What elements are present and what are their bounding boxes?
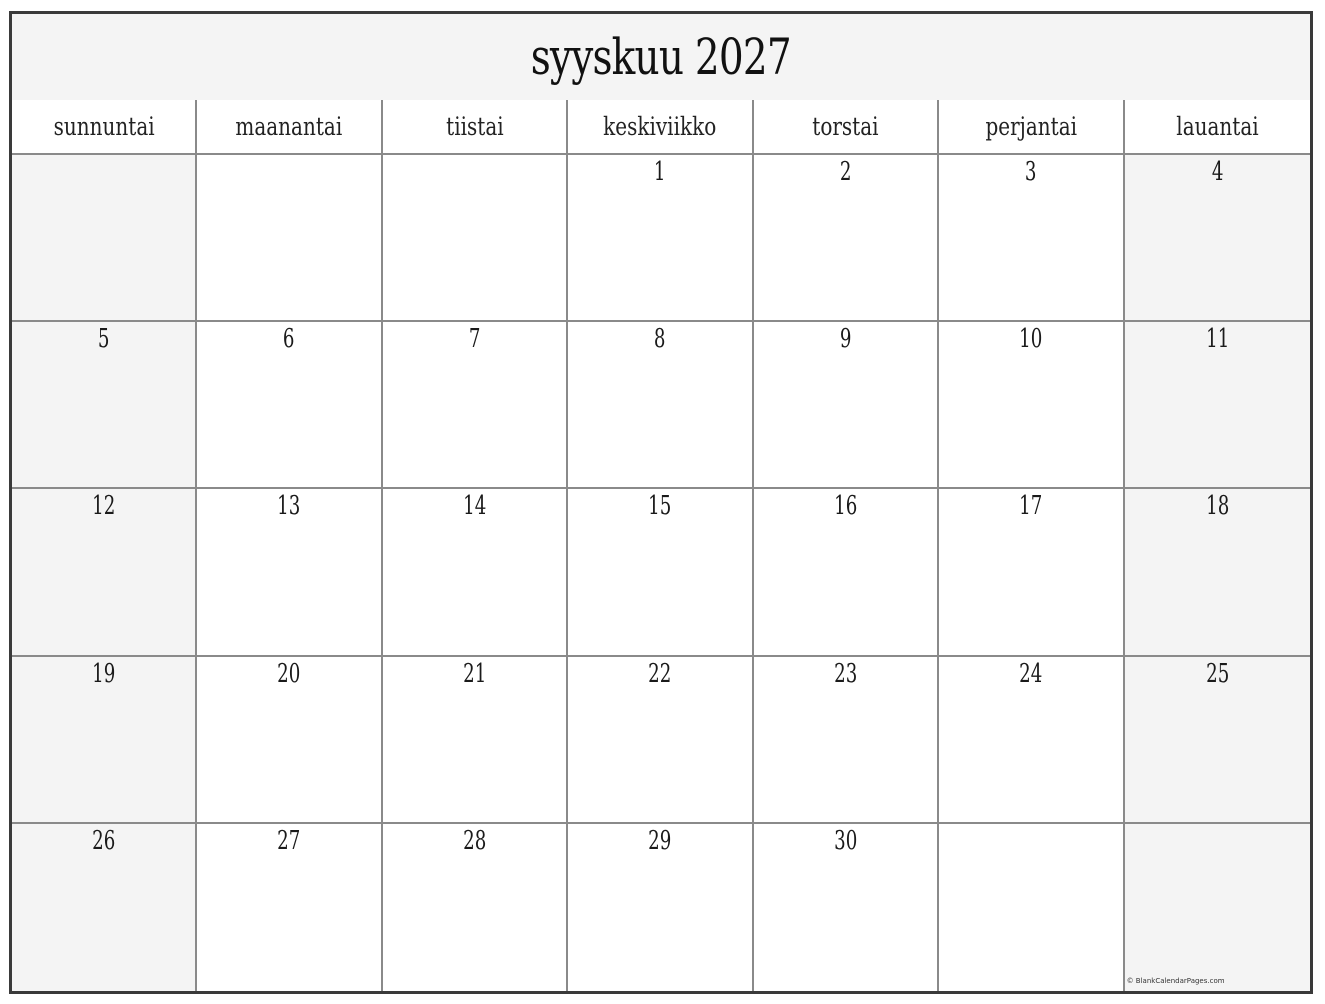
empty-day-cell	[197, 155, 382, 322]
day-number: 4	[1211, 157, 1224, 187]
day-number: 19	[92, 658, 116, 689]
day-number: 26	[92, 825, 116, 856]
day-cell	[754, 322, 939, 489]
calendar-frame	[9, 11, 1313, 994]
weekday-header	[383, 100, 568, 155]
weekday-label: keskiviikko	[603, 112, 717, 141]
day-cell	[568, 155, 753, 322]
empty-day-cell	[383, 155, 568, 322]
day-number: 20	[277, 658, 301, 689]
day-number: 6	[283, 324, 295, 355]
day-number: 18	[1205, 491, 1229, 522]
day-cell	[568, 824, 753, 991]
day-cell	[12, 657, 197, 824]
calendar-grid	[12, 100, 1310, 991]
credit-text: © BlankCalendarPages.com	[1126, 976, 1225, 985]
day-number: 9	[839, 324, 852, 355]
weekday-label: sunnuntai	[53, 112, 155, 141]
weekday-header	[1125, 100, 1310, 155]
weekday-header	[12, 100, 197, 155]
day-number: 24	[1019, 658, 1043, 689]
weekday-label: torstai	[812, 112, 879, 141]
day-number: 8	[654, 324, 666, 355]
weekday-header	[197, 100, 382, 155]
day-cell	[383, 824, 568, 991]
title-bar	[12, 14, 1310, 102]
day-number: 10	[1019, 324, 1043, 355]
day-number: 1	[654, 157, 666, 187]
day-number: 27	[277, 825, 301, 856]
day-number: 2	[839, 157, 852, 187]
day-number: 25	[1205, 658, 1229, 689]
weekday-label: maanantai	[235, 112, 343, 141]
day-cell	[197, 322, 382, 489]
day-cell	[939, 489, 1124, 656]
day-number: 17	[1019, 491, 1043, 522]
day-cell	[383, 657, 568, 824]
day-cell	[12, 824, 197, 991]
weekday-label: perjantai	[985, 112, 1077, 141]
day-number: 28	[462, 825, 487, 856]
day-number: 3	[1025, 157, 1037, 187]
day-cell	[568, 322, 753, 489]
day-number: 15	[648, 491, 672, 522]
day-cell	[197, 489, 382, 656]
day-number: 23	[833, 658, 858, 689]
weekday-label: lauantai	[1176, 112, 1259, 141]
weekday-header	[568, 100, 753, 155]
day-number: 12	[92, 491, 116, 522]
day-number: 22	[648, 658, 672, 689]
day-number: 7	[468, 324, 481, 355]
day-cell	[754, 824, 939, 991]
day-cell	[1125, 657, 1310, 824]
day-number: 29	[648, 825, 672, 856]
calendar-title: syyskuu 2027	[530, 28, 792, 86]
empty-day-cell	[12, 155, 197, 322]
day-cell	[754, 155, 939, 322]
weekday-header	[754, 100, 939, 155]
day-number: 14	[462, 491, 487, 522]
day-cell	[568, 489, 753, 656]
day-cell	[1125, 155, 1310, 322]
weekday-label: tiistai	[445, 112, 504, 141]
day-cell	[939, 657, 1124, 824]
day-cell	[754, 489, 939, 656]
empty-day-cell	[939, 824, 1124, 991]
day-cell	[383, 322, 568, 489]
day-cell	[939, 322, 1124, 489]
day-cell	[1125, 322, 1310, 489]
day-cell	[1125, 489, 1310, 656]
day-number: 16	[833, 491, 858, 522]
empty-day-cell	[1125, 824, 1310, 991]
day-cell	[197, 824, 382, 991]
day-number: 5	[97, 324, 110, 355]
day-number: 13	[277, 491, 301, 522]
day-cell	[568, 657, 753, 824]
day-cell	[197, 657, 382, 824]
weekday-header	[939, 100, 1124, 155]
day-cell	[383, 489, 568, 656]
day-number: 30	[833, 825, 858, 856]
day-cell	[754, 657, 939, 824]
day-number: 21	[462, 658, 487, 689]
day-cell	[12, 489, 197, 656]
day-cell	[939, 155, 1124, 322]
day-cell	[12, 322, 197, 489]
day-number: 11	[1205, 324, 1229, 355]
